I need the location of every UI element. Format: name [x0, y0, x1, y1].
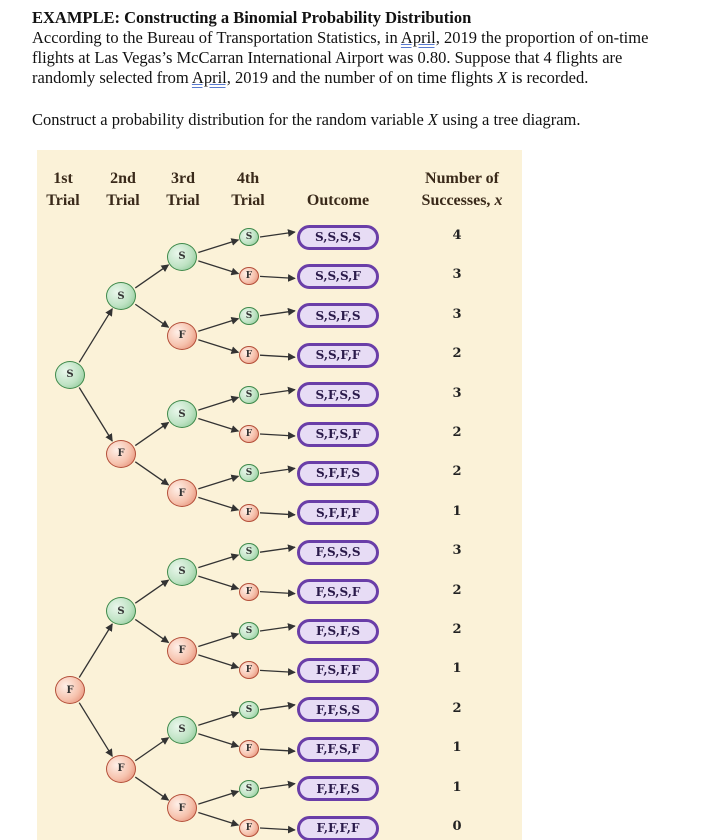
- branch-arrow: [135, 422, 168, 445]
- problem-line-1: [32, 28, 702, 48]
- instruction-variable: X: [428, 110, 438, 129]
- branch-arrow: [260, 592, 295, 594]
- successes-count: 2: [442, 346, 472, 361]
- successes-count: 2: [442, 464, 472, 479]
- successes-count: 1: [442, 740, 472, 755]
- branch-arrow: [260, 626, 295, 631]
- line-3-month: April,: [192, 68, 231, 87]
- branch-arrow: [198, 261, 238, 274]
- instruction-a: Construct a probability distribution for the random variable: [32, 110, 428, 129]
- successes-count: 1: [442, 780, 472, 795]
- col-header-successes: [407, 168, 517, 212]
- branch-arrow: [198, 419, 238, 432]
- branch-arrow: [260, 513, 295, 515]
- outcome-pill: S,F,S,F: [297, 422, 379, 447]
- outcome-pill: F,F,F,F: [297, 816, 379, 840]
- branch-arrow: [198, 713, 238, 726]
- branch-arrow: [260, 276, 295, 278]
- success-node-trial-4: S: [239, 307, 259, 325]
- failure-node-trial-4: F: [239, 346, 259, 364]
- successes-count: 3: [442, 267, 472, 282]
- outcome-pill: F,F,S,F: [297, 737, 379, 762]
- col4-line1: 4th: [228, 168, 268, 190]
- tree-diagram: [37, 150, 522, 840]
- outcome-pill: F,F,S,S: [297, 697, 379, 722]
- successes-count: 2: [442, 583, 472, 598]
- col-header-trial-1: [43, 168, 83, 212]
- problem-line-2: flights at Las Vegas’s McCarran International Airport was 0.80. Suppose that 4 flights are: [32, 48, 702, 68]
- failure-node-trial-1: F: [55, 676, 85, 704]
- success-node-trial-4: S: [239, 464, 259, 482]
- outcome-pill: F,S,S,S: [297, 540, 379, 565]
- problem-line-3: [32, 68, 702, 88]
- success-node-trial-4: S: [239, 228, 259, 246]
- success-node-trial-4: S: [239, 386, 259, 404]
- col1-line2: Trial: [43, 190, 83, 212]
- successes-count: 4: [442, 228, 472, 243]
- succ-line1: Number of: [407, 168, 517, 190]
- branch-arrow: [79, 624, 112, 678]
- col2-line2: Trial: [103, 190, 143, 212]
- success-node-trial-4: S: [239, 543, 259, 561]
- branch-arrow: [79, 387, 112, 441]
- branch-arrow: [260, 390, 295, 395]
- col4-line2: Trial: [228, 190, 268, 212]
- success-node-trial-3: S: [167, 716, 197, 744]
- col-header-trial-4: [228, 168, 268, 212]
- outcome-pill: S,F,S,S: [297, 382, 379, 407]
- failure-node-trial-3: F: [167, 479, 197, 507]
- line-1-text-a: According to the Bureau of Transportation Statistics, in: [32, 28, 401, 47]
- outcome-pill: F,S,F,S: [297, 619, 379, 644]
- branch-arrow: [260, 434, 295, 436]
- branch-arrow: [198, 655, 238, 668]
- outcome-pill: S,S,F,S: [297, 303, 379, 328]
- successes-count: 2: [442, 622, 472, 637]
- line-3-text-a: randomly selected from: [32, 68, 192, 87]
- branch-arrow: [260, 749, 295, 751]
- line-3-text-b: 2019 and the number of on time flights: [231, 68, 497, 87]
- branch-arrow: [260, 355, 295, 357]
- outcome-pill: S,S,S,S: [297, 225, 379, 250]
- branch-arrow: [198, 319, 238, 332]
- outcome-pill: S,F,F,F: [297, 500, 379, 525]
- failure-node-trial-4: F: [239, 740, 259, 758]
- col2-line1: 2nd: [103, 168, 143, 190]
- line-1-text-b: 2019 the proportion of on-time: [440, 28, 649, 47]
- failure-node-trial-3: F: [167, 322, 197, 350]
- branch-arrow: [198, 576, 238, 589]
- branch-arrow: [198, 397, 238, 410]
- success-node-trial-4: S: [239, 701, 259, 719]
- branch-arrow: [135, 738, 168, 761]
- col-header-outcome: Outcome: [295, 190, 381, 212]
- branch-arrow: [79, 309, 112, 363]
- branch-arrow: [260, 670, 295, 672]
- succ-variable: x: [494, 192, 502, 209]
- tree-arrows: [37, 150, 522, 840]
- succ-line2: [407, 190, 517, 212]
- successes-count: 3: [442, 386, 472, 401]
- failure-node-trial-2: F: [106, 755, 136, 783]
- failure-node-trial-4: F: [239, 819, 259, 837]
- failure-node-trial-4: F: [239, 267, 259, 285]
- branch-arrow: [135, 619, 168, 642]
- branch-arrow: [260, 547, 295, 552]
- branch-arrow: [135, 265, 168, 288]
- failure-node-trial-4: F: [239, 425, 259, 443]
- successes-count: 1: [442, 661, 472, 676]
- branch-arrow: [260, 232, 295, 237]
- successes-count: 0: [442, 819, 472, 834]
- branch-arrow: [79, 703, 112, 757]
- branch-arrow: [260, 468, 295, 473]
- branch-arrow: [198, 240, 238, 253]
- outcome-pill: S,S,F,F: [297, 343, 379, 368]
- successes-count: 1: [442, 504, 472, 519]
- example-title: EXAMPLE: Constructing a Binomial Probability Distribution: [32, 8, 702, 28]
- success-node-trial-2: S: [106, 282, 136, 310]
- success-node-trial-4: S: [239, 622, 259, 640]
- branch-arrow: [135, 777, 168, 800]
- line-1-month: April,: [401, 28, 440, 47]
- outcome-pill: F,F,F,S: [297, 776, 379, 801]
- branch-arrow: [198, 555, 238, 568]
- success-node-trial-3: S: [167, 558, 197, 586]
- branch-arrow: [135, 304, 168, 327]
- branch-arrow: [198, 734, 238, 747]
- success-node-trial-2: S: [106, 597, 136, 625]
- line-3-text-c: is recorded.: [507, 68, 588, 87]
- col3-line2: Trial: [163, 190, 203, 212]
- instruction-b: using a tree diagram.: [438, 110, 581, 129]
- successes-count: 3: [442, 307, 472, 322]
- outcome-pill: S,F,F,S: [297, 461, 379, 486]
- successes-count: 2: [442, 425, 472, 440]
- branch-arrow: [198, 813, 238, 826]
- col1-line1: 1st: [43, 168, 83, 190]
- successes-count: 3: [442, 543, 472, 558]
- failure-node-trial-4: F: [239, 583, 259, 601]
- failure-node-trial-4: F: [239, 661, 259, 679]
- successes-count: 2: [442, 701, 472, 716]
- failure-node-trial-2: F: [106, 440, 136, 468]
- col3-line1: 3rd: [163, 168, 203, 190]
- branch-arrow: [198, 634, 238, 647]
- branch-arrow: [198, 497, 238, 510]
- outcome-pill: S,S,S,F: [297, 264, 379, 289]
- failure-node-trial-4: F: [239, 504, 259, 522]
- outcome-pill: F,S,S,F: [297, 579, 379, 604]
- success-node-trial-3: S: [167, 400, 197, 428]
- branch-arrow: [198, 476, 238, 489]
- branch-arrow: [135, 580, 168, 603]
- failure-node-trial-3: F: [167, 794, 197, 822]
- branch-arrow: [135, 462, 168, 485]
- line-3-variable: X: [497, 68, 507, 87]
- col-header-trial-2: [103, 168, 143, 212]
- instruction-text: [32, 110, 581, 130]
- col-header-trial-3: [163, 168, 203, 212]
- success-node-trial-3: S: [167, 243, 197, 271]
- branch-arrow: [198, 791, 238, 804]
- problem-text: [32, 8, 702, 88]
- success-node-trial-1: S: [55, 361, 85, 389]
- branch-arrow: [260, 828, 295, 830]
- succ-line2-text: Successes,: [422, 192, 495, 209]
- branch-arrow: [198, 340, 238, 353]
- branch-arrow: [260, 705, 295, 710]
- success-node-trial-4: S: [239, 780, 259, 798]
- outcome-pill: F,S,F,F: [297, 658, 379, 683]
- failure-node-trial-3: F: [167, 637, 197, 665]
- branch-arrow: [260, 311, 295, 316]
- branch-arrow: [260, 784, 295, 789]
